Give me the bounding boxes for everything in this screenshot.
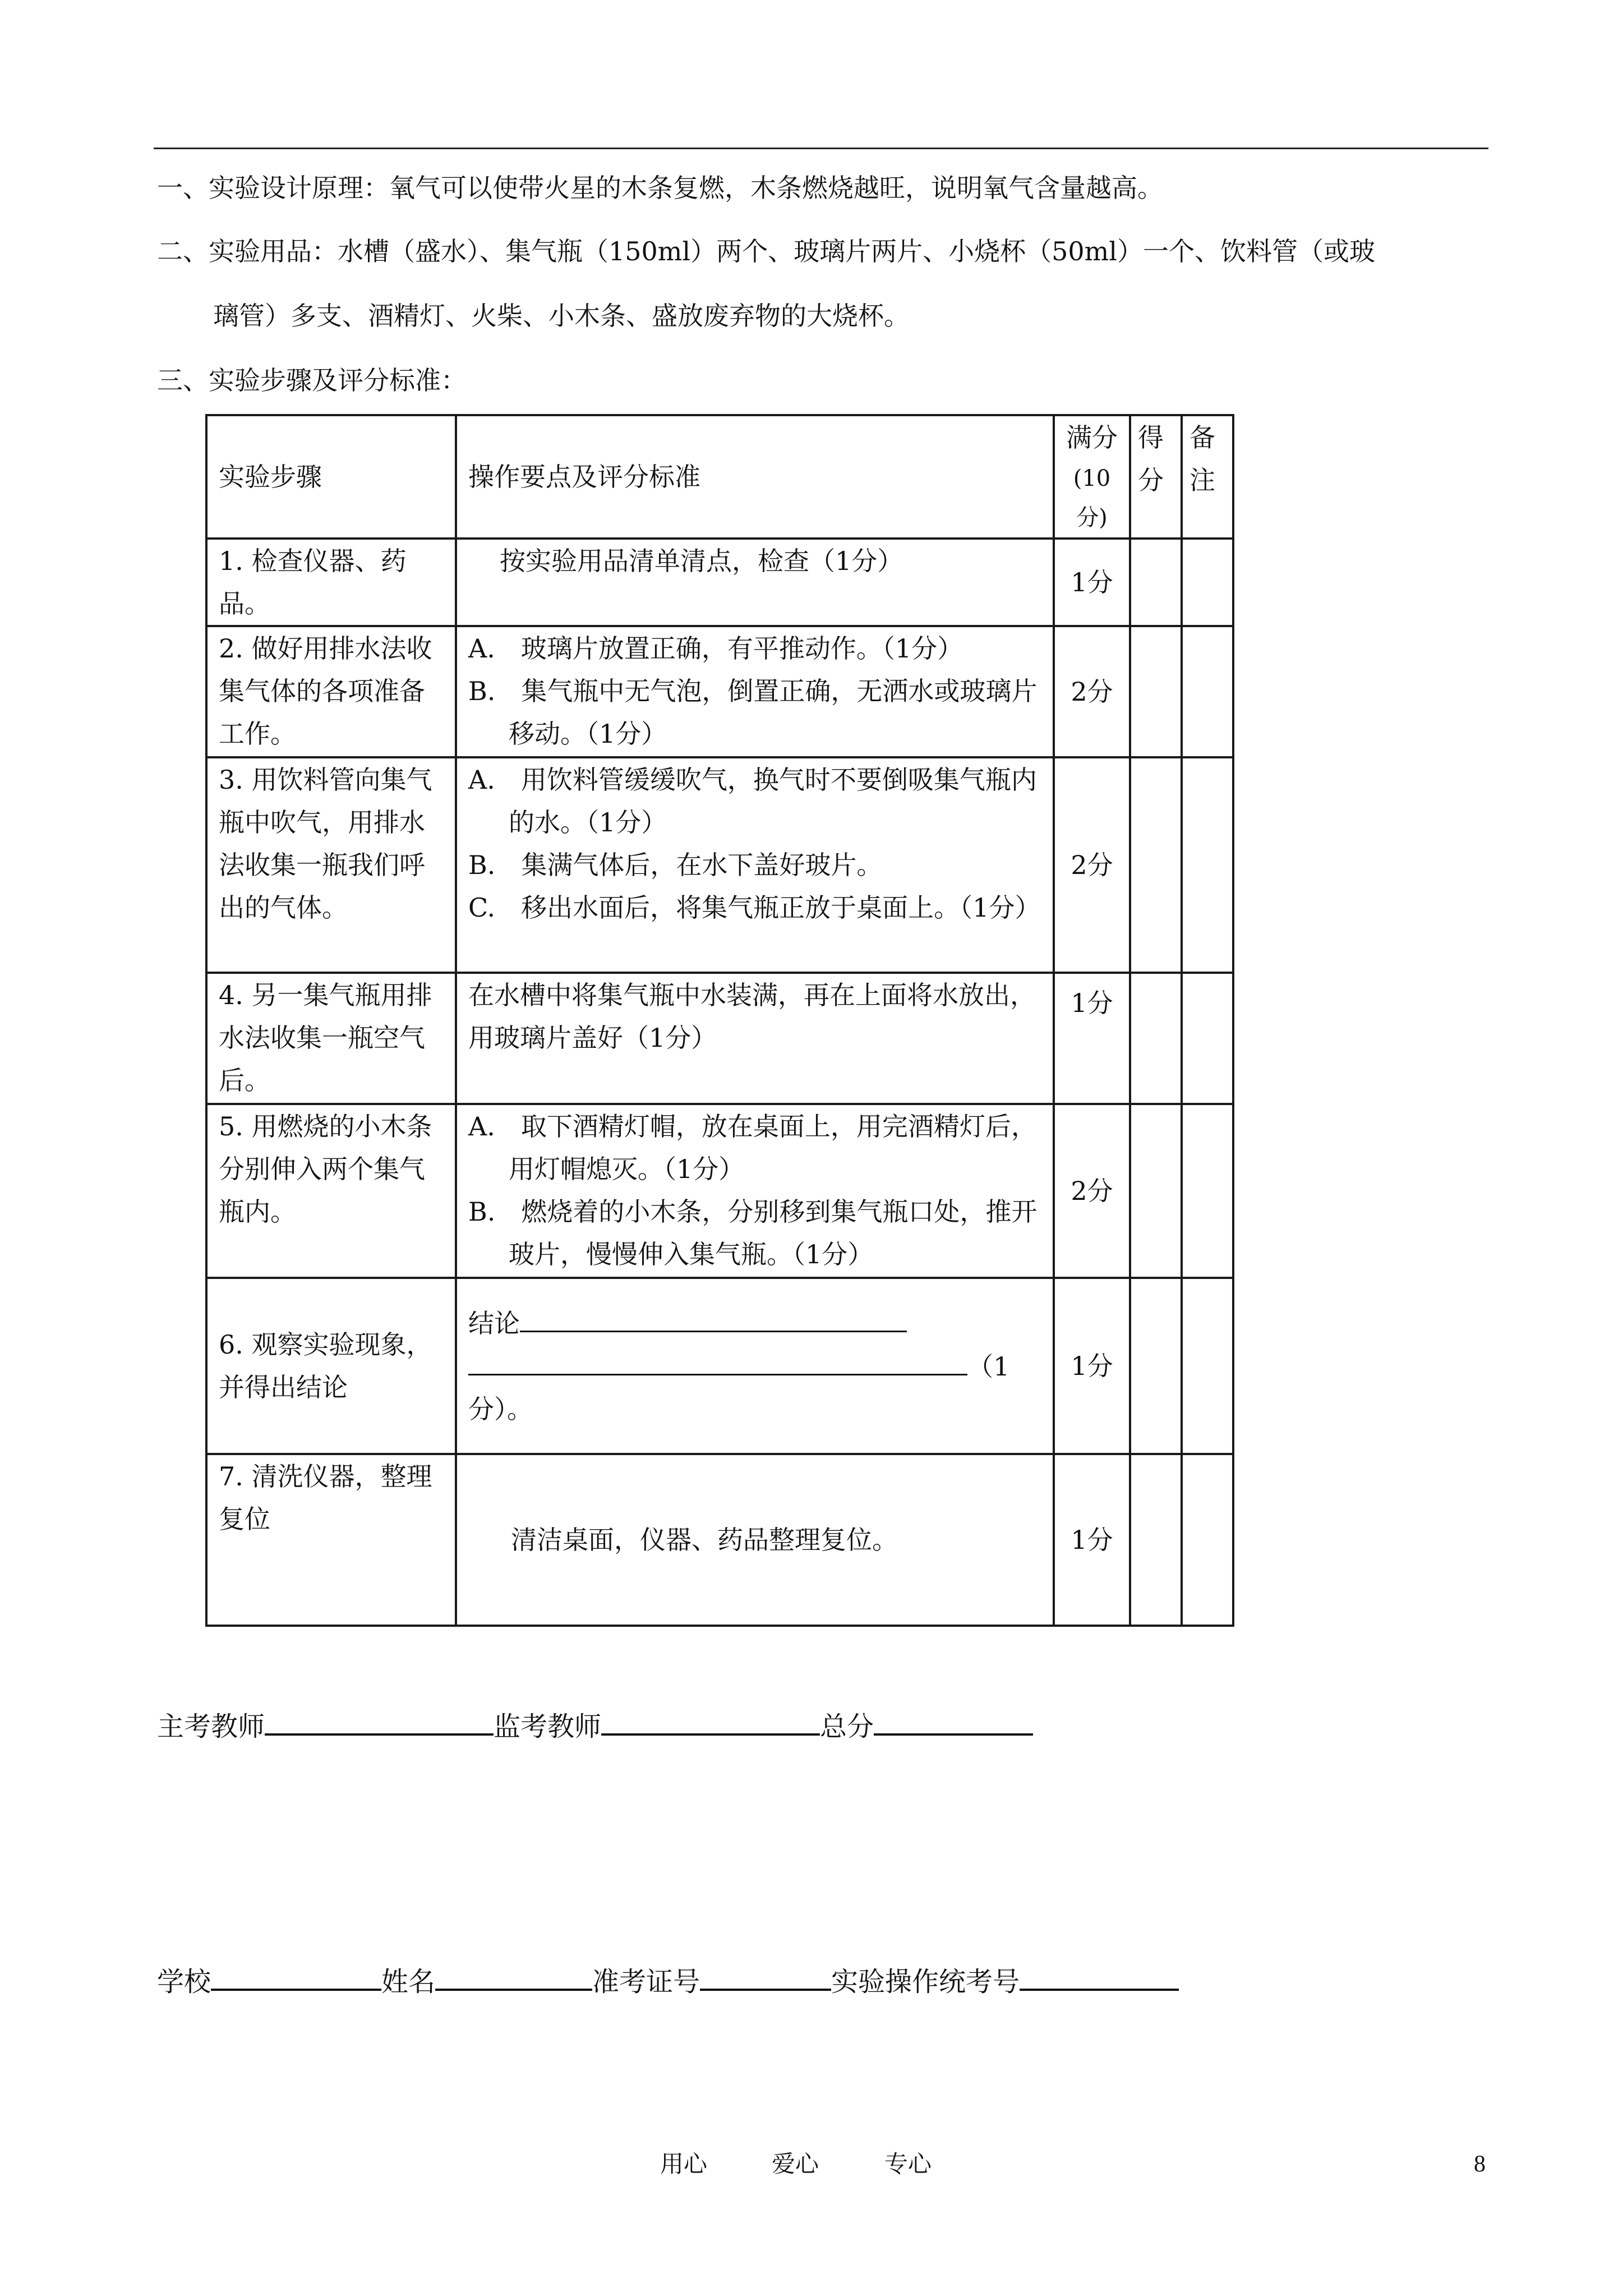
scoring-table xyxy=(205,414,1234,1627)
examiner-signature-line xyxy=(157,1705,1033,1745)
exam-no-blank[interactable] xyxy=(1020,1961,1179,1991)
principle-text: 一、实验设计原理：氧气可以使带火星的木条复燃，木条燃烧越旺，说明氧气含量越高。 xyxy=(157,173,1163,203)
note-cell[interactable] xyxy=(1182,1454,1233,1626)
exam-no-label: 实验操作统考号 xyxy=(831,1966,1020,1998)
header-full-label: 满分 xyxy=(1066,422,1118,453)
total-label: 总分 xyxy=(820,1711,874,1742)
criteria-cell: 在水槽中将集气瓶中水装满，再在上面将水放出，用玻璃片盖好（1分） xyxy=(456,973,1054,1104)
table-row xyxy=(206,539,1233,626)
score-cell[interactable] xyxy=(1130,757,1182,973)
points-cell: 1分 xyxy=(1054,1278,1130,1454)
conclusion-blank-1[interactable] xyxy=(520,1301,907,1332)
criteria-cell xyxy=(456,1278,1054,1454)
header-full-score xyxy=(1054,415,1130,539)
proctor-blank[interactable] xyxy=(601,1705,820,1736)
criteria-cell xyxy=(456,626,1054,757)
step-cell: 1. 检查仪器、药品。 xyxy=(206,539,456,626)
chief-examiner-blank[interactable] xyxy=(265,1705,494,1736)
header-criteria: 操作要点及评分标准 xyxy=(456,415,1054,539)
proctor-label: 监考教师 xyxy=(494,1711,602,1742)
points-cell: 2分 xyxy=(1054,1104,1130,1278)
table-header-row xyxy=(206,415,1233,539)
note-cell[interactable] xyxy=(1182,973,1233,1104)
school-label: 学校 xyxy=(157,1966,211,1998)
criteria-item: C. 移出水面后，将集气瓶正放于桌面上。（1分） xyxy=(468,892,1041,923)
name-blank[interactable] xyxy=(435,1961,592,1991)
points-cell: 1分 xyxy=(1054,539,1130,626)
note-cell[interactable] xyxy=(1182,539,1233,626)
note-cell[interactable] xyxy=(1182,757,1233,973)
note-cell[interactable] xyxy=(1182,1104,1233,1278)
points-cell: 2分 xyxy=(1054,626,1130,757)
points-cell: 1分 xyxy=(1054,1454,1130,1626)
name-label: 姓名 xyxy=(381,1966,436,1998)
header-full-sub: (10分) xyxy=(1073,466,1111,531)
footer-motto-2: 爱心 xyxy=(772,2150,819,2178)
note-cell[interactable] xyxy=(1182,626,1233,757)
criteria-cell xyxy=(456,757,1054,973)
header-score: 得分 xyxy=(1130,415,1182,539)
steps-heading: 三、实验步骤及评分标准： xyxy=(157,365,467,395)
table-row xyxy=(206,1278,1233,1454)
step-cell: 5. 用燃烧的小木条分别伸入两个集气瓶内。 xyxy=(206,1104,456,1278)
footer-motto-1: 用心 xyxy=(660,2150,708,2178)
step-cell: 3. 用饮料管向集气瓶中吹气，用排水法收集一瓶我们呼出的气体。 xyxy=(206,757,456,973)
conclusion-suffix: （1分）。 xyxy=(468,1351,1010,1424)
step-cell: 4. 另一集气瓶用排水法收集一瓶空气后。 xyxy=(206,973,456,1104)
criteria-item: B. 集气瓶中无气泡，倒置正确，无洒水或玻璃片移动。（1分） xyxy=(468,676,1038,749)
score-cell[interactable] xyxy=(1130,973,1182,1104)
footer-motto-3: 专心 xyxy=(884,2150,932,2178)
ticket-blank[interactable] xyxy=(700,1961,831,1991)
criteria-item: A. 取下酒精灯帽，放在桌面上，用完酒精灯后，用灯帽熄灭。（1分） xyxy=(468,1111,1037,1184)
score-cell[interactable] xyxy=(1130,626,1182,757)
conclusion-label: 结论 xyxy=(468,1308,520,1338)
header-step: 实验步骤 xyxy=(206,415,456,539)
conclusion-blank-2[interactable] xyxy=(468,1345,967,1375)
step-cell: 7. 清洗仪器，整理复位 xyxy=(206,1454,456,1626)
criteria-item: A. 玻璃片放置正确，有平推动作。（1分） xyxy=(468,633,963,664)
table-row xyxy=(206,626,1233,757)
table-row xyxy=(206,973,1233,1104)
criteria-cell xyxy=(456,1104,1054,1278)
points-cell: 2分 xyxy=(1054,757,1130,973)
step-cell: 6. 观察实验现象，并得出结论 xyxy=(206,1278,456,1454)
table-row xyxy=(206,1104,1233,1278)
chief-examiner-label: 主考教师 xyxy=(157,1711,265,1742)
score-cell[interactable] xyxy=(1130,1278,1182,1454)
table-row xyxy=(206,757,1233,973)
page-number: 8 xyxy=(1474,2151,1486,2177)
criteria-item: 按实验用品清单清点，检查（1分） xyxy=(500,546,903,576)
score-cell[interactable] xyxy=(1130,1104,1182,1278)
materials-text-line1: 二、实验用品：水槽（盛水）、集气瓶（150ml）两个、玻璃片两片、小烧杯（50ml）一个、饮料管（或玻 xyxy=(157,236,1375,266)
criteria-cell xyxy=(456,539,1054,626)
step-cell: 2. 做好用排水法收集气体的各项准备工作。 xyxy=(206,626,456,757)
score-cell[interactable] xyxy=(1130,539,1182,626)
total-blank[interactable] xyxy=(874,1705,1033,1736)
materials-text-line2: 璃管）多支、酒精灯、火柴、小木条、盛放废弃物的大烧杯。 xyxy=(213,301,910,331)
criteria-item: A. 用饮料管缓缓吹气，换气时不要倒吸集气瓶内的水。（1分） xyxy=(468,765,1037,838)
points-cell: 1分 xyxy=(1054,973,1130,1104)
criteria-cell xyxy=(456,1454,1054,1626)
criteria-item: B. 集满气体后，在水下盖好玻片。 xyxy=(468,850,883,880)
criteria-item: B. 燃烧着的小木条，分别移到集气瓶口处，推开玻片，慢慢伸入集气瓶。（1分） xyxy=(468,1197,1038,1269)
header-rule xyxy=(154,148,1488,149)
student-info-line xyxy=(157,1961,1179,2000)
criteria-item: 清洁桌面，仪器、药品整理复位。 xyxy=(511,1525,898,1555)
header-note: 备注 xyxy=(1182,415,1233,539)
ticket-label: 准考证号 xyxy=(592,1966,700,1998)
school-blank[interactable] xyxy=(211,1961,381,1991)
note-cell[interactable] xyxy=(1182,1278,1233,1454)
table-row xyxy=(206,1454,1233,1626)
score-cell[interactable] xyxy=(1130,1454,1182,1626)
